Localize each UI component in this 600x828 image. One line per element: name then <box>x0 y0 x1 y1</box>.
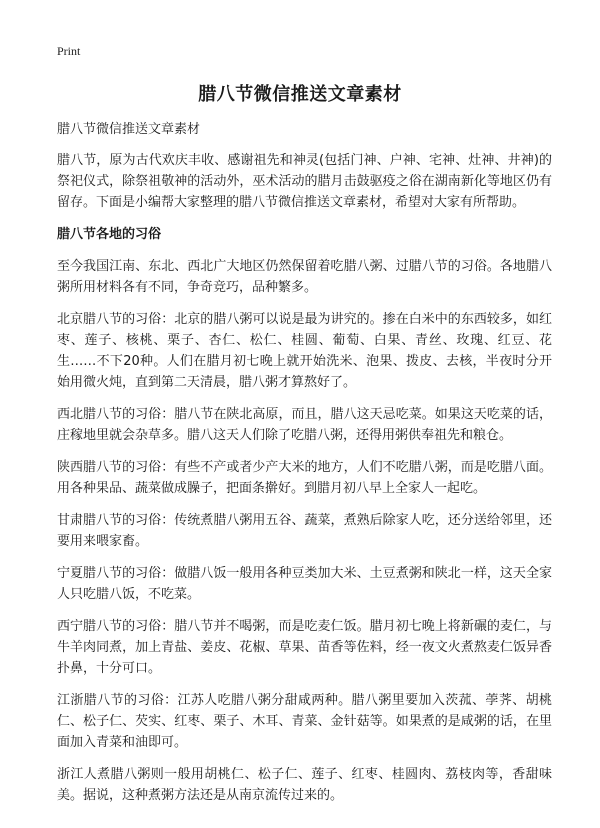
paragraph-gansu: 甘肃腊八节的习俗：传统煮腊八粥用五谷、蔬菜，煮熟后除家人吃，还分送给邻里，还要用来喂家畜。 <box>57 513 552 549</box>
article-subtitle: 腊八节微信推送文章素材 <box>57 122 201 137</box>
print-link[interactable]: Print <box>57 44 81 58</box>
paragraph-ningxia: 宁夏腊八节的习俗：做腊八饭一般用各种豆类加大米、土豆煮粥和陕北一样，这天全家人只吃腊八饭，不吃菜。 <box>57 566 552 602</box>
paragraph-jiangzhe: 江浙腊八节的习俗：江苏人吃腊八粥分甜咸两种。腊八粥里要加入茨菰、荸荠、胡桃仁、松子仁、芡实、红枣、栗子、木耳、青菜、金针菇等。如果煮的是咸粥的话，在里面加入青菜和油即可。 <box>57 693 552 750</box>
paragraph-xining: 西宁腊八节的习俗：腊八节并不喝粥，而是吃麦仁饭。腊月初七晚上将新碾的麦仁，与牛羊肉同煮，加上青盐、姜皮、花椒、草果、苗香等佐料，经一夜文火煮熬麦仁饭异香扑鼻，十分可口。 <box>57 619 552 676</box>
paragraph-northwest: 西北腊八节的习俗：腊八节在陕北高原，而且，腊八这天忌吃菜。如果这天吃菜的话，庄稼地里就会杂草多。腊八这天人们除了吃腊八粥，还得用粥供奉祖先和粮仓。 <box>57 407 552 443</box>
paragraph-beijing: 北京腊八节的习俗：北京的腊八粥可以说是最为讲究的。掺在白米中的东西较多，如红枣、莲子、核桃、栗子、杏仁、松仁、桂圆、葡萄、白果、青丝、玫瑰、红豆、花生……不下20种。人们在腊月初七晚上就开始洗米、泡果、拨皮、去核，半夜时分开始用微火炖，直到第二天清晨，腊八粥才算熬好了。 <box>57 312 552 390</box>
intro-paragraph: 腊八节，原为古代欢庆丰收、感谢祖先和神灵(包括门神、户神、宅神、灶神、井神)的祭祀仪式，除祭祖敬神的活动外，巫术活动的腊月击鼓驱疫之俗在湖南新化等地区仍有留存。下面是小编帮大家整理的腊八节微信推送文章素材，希望对大家有所帮助。 <box>57 153 552 210</box>
page-title: 腊八节微信推送文章素材 <box>198 84 402 105</box>
paragraph-overview: 至今我国江南、东北、西北广大地区仍然保留着吃腊八粥、过腊八节的习俗。各地腊八粥所用材料各有不同，争奇竞巧，品种繁多。 <box>57 259 552 295</box>
paragraph-shaanxi: 陕西腊八节的习俗：有些不产或者少产大米的地方，人们不吃腊八粥，而是吃腊八面。用各种果品、蔬菜做成臊子，把面条擀好。到腊月初八早上全家人一起吃。 <box>57 460 552 496</box>
paragraph-zhejiang: 浙江人煮腊八粥则一般用胡桃仁、松子仁、莲子、红枣、桂圆肉、荔枝肉等，香甜味美。据说，这种煮粥方法还是从南京流传过来的。 <box>57 767 552 803</box>
article-body <box>57 119 552 817</box>
section-heading: 腊八节各地的习俗 <box>57 227 162 242</box>
